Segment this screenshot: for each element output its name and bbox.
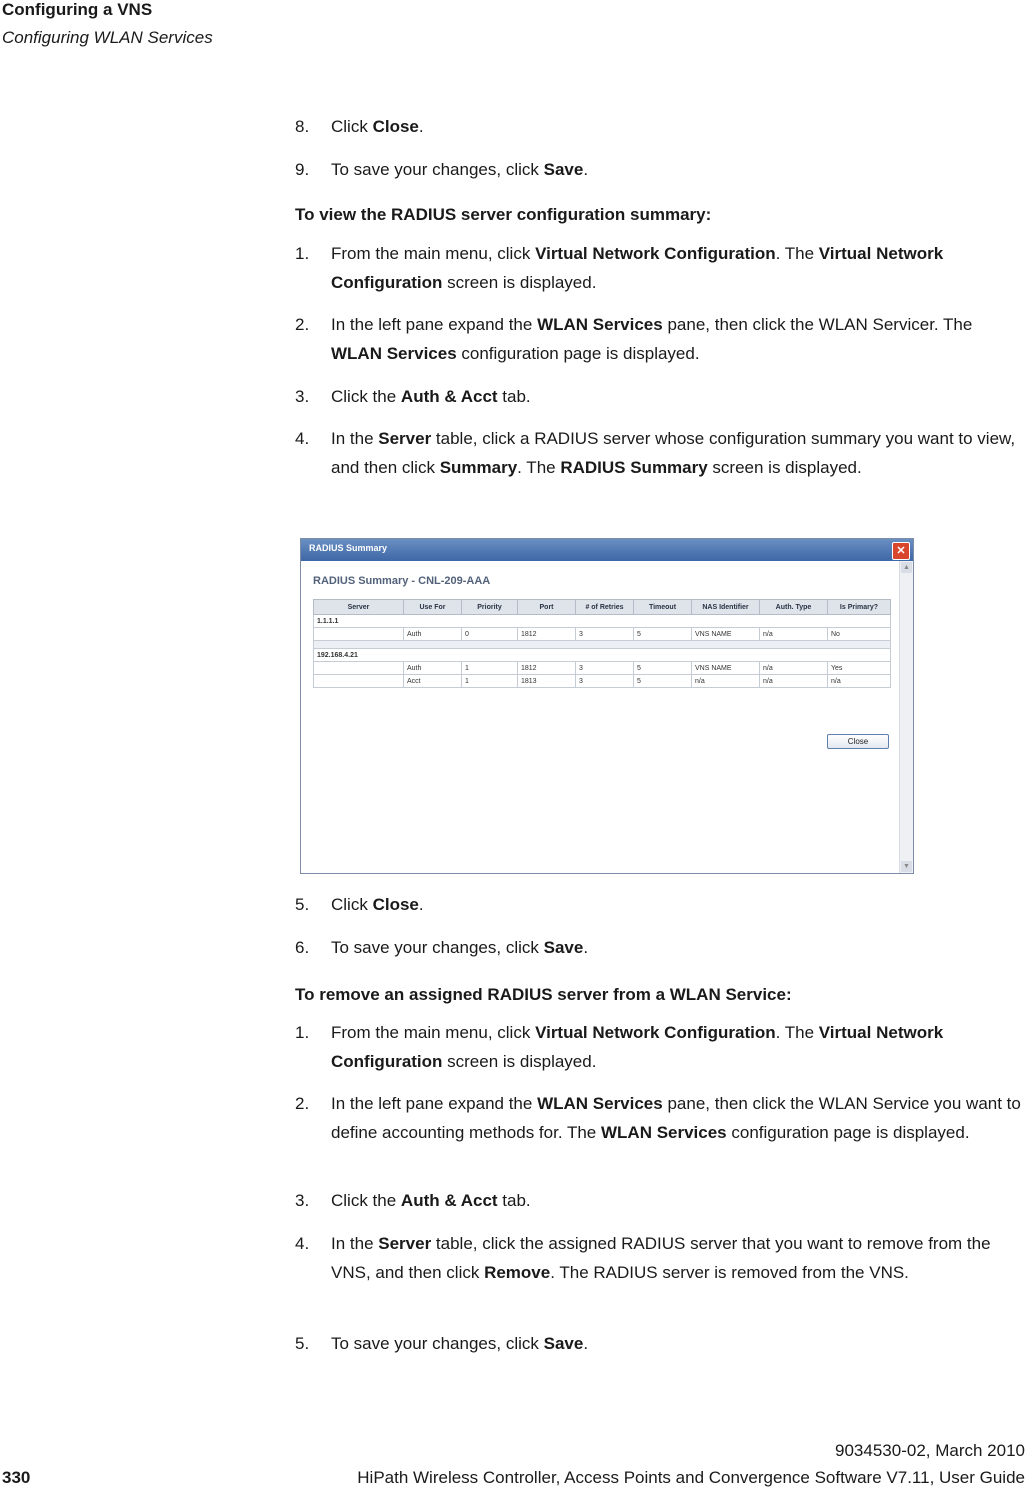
step-item xyxy=(295,1018,1025,1076)
step-number: 3. xyxy=(295,387,310,406)
ui-term: Close xyxy=(372,117,419,136)
footer-doc-title: HiPath Wireless Controller, Access Points and Convergence Software V7.11, User Guide xyxy=(357,1468,1025,1487)
step-number: 4. xyxy=(295,429,310,448)
step-text: Click the Auth & Acct tab. xyxy=(331,1191,531,1210)
table-row[interactable] xyxy=(314,628,891,641)
ui-term: Virtual Network Configuration xyxy=(535,1023,776,1042)
table-cell: 1813 xyxy=(518,675,576,688)
footer-doc-id: 9034530-02, March 2010 xyxy=(835,1441,1025,1460)
table-cell: Yes xyxy=(828,662,891,675)
step-number: 1. xyxy=(295,244,310,263)
radius-summary-screenshot xyxy=(300,538,914,874)
scroll-down-icon[interactable]: ▼ xyxy=(901,861,912,872)
table-cell: n/a xyxy=(760,675,828,688)
table-cell: 1 xyxy=(462,675,518,688)
running-header-subtitle: Configuring WLAN Services xyxy=(2,28,213,47)
dialog-title: RADIUS Summary xyxy=(309,543,388,553)
step-text: In the left pane expand the WLAN Services pane, then click the WLAN Service you want to define accounting methods for. The WLAN Services configuration page is displayed. xyxy=(331,1094,1021,1142)
table-column-header[interactable]: Port xyxy=(518,600,576,615)
step-text: In the left pane expand the WLAN Services pane, then click the WLAN Servicer. The WLAN Services configuration page is displayed. xyxy=(331,315,973,363)
table-cell: n/a xyxy=(760,662,828,675)
ui-term: WLAN Services xyxy=(537,315,663,334)
table-cell: 3 xyxy=(576,662,634,675)
ui-term: Virtual Network Configuration xyxy=(331,1023,944,1071)
step-item xyxy=(295,1089,1025,1147)
table-column-header[interactable]: # of Retries xyxy=(576,600,634,615)
table-cell: 1812 xyxy=(518,628,576,641)
vertical-scrollbar[interactable] xyxy=(899,561,913,873)
step-number: 1. xyxy=(295,1023,310,1042)
table-row[interactable] xyxy=(314,675,891,688)
table-column-header[interactable]: Auth. Type xyxy=(760,600,828,615)
dialog-heading: RADIUS Summary - CNL-209-AAA xyxy=(313,575,491,587)
step-item xyxy=(295,382,1025,411)
table-cell: 5 xyxy=(634,628,692,641)
table-cell xyxy=(314,675,404,688)
table-cell: 3 xyxy=(576,628,634,641)
table-cell: Auth xyxy=(404,628,462,641)
table-cell xyxy=(314,628,404,641)
step-text: From the main menu, click Virtual Network Configuration. The Virtual Network Configuration screen is displayed. xyxy=(331,244,944,292)
ui-term: WLAN Services xyxy=(537,1094,663,1113)
group-separator xyxy=(314,641,891,649)
step-number: 4. xyxy=(295,1234,310,1253)
step-text: In the Server table, click a RADIUS server whose configuration summary you want to view, and then click Summary. The RADIUS Summary screen is displayed. xyxy=(331,429,1016,477)
procedure-heading-view: To view the RADIUS server configuration summary: xyxy=(295,205,712,224)
table-cell xyxy=(314,662,404,675)
step-text: To save your changes, click Save. xyxy=(331,938,589,957)
close-icon[interactable]: ✕ xyxy=(892,542,910,560)
ui-term: RADIUS Summary xyxy=(560,458,708,477)
step-number: 3. xyxy=(295,1191,310,1210)
ui-term: Server xyxy=(378,1234,432,1253)
step-item xyxy=(295,155,1025,184)
step-text: Click Close. xyxy=(331,895,424,914)
step-item xyxy=(295,112,1025,141)
step-item xyxy=(295,1329,1025,1358)
step-number: 5. xyxy=(295,1334,310,1353)
ui-term: Save xyxy=(543,160,584,179)
step-text: To save your changes, click Save. xyxy=(331,1334,589,1353)
table-cell: 1812 xyxy=(518,662,576,675)
radius-summary-table xyxy=(313,599,891,688)
table-column-header[interactable]: NAS Identifier xyxy=(692,600,760,615)
table-cell: VNS NAME xyxy=(692,628,760,641)
step-item xyxy=(295,310,1025,368)
step-text: Click Close. xyxy=(331,117,424,136)
table-column-header[interactable]: Priority xyxy=(462,600,518,615)
table-cell: n/a xyxy=(760,628,828,641)
step-text: To save your changes, click Save. xyxy=(331,160,589,179)
table-column-header[interactable]: Is Primary? xyxy=(828,600,891,615)
step-text: In the Server table, click the assigned RADIUS server that you want to remove from the VNS, and then click Remove. The RADIUS server is removed from the VNS. xyxy=(331,1234,991,1282)
table-cell: 3 xyxy=(576,675,634,688)
table-column-header[interactable]: Timeout xyxy=(634,600,692,615)
table-column-header[interactable]: Server xyxy=(314,600,404,615)
step-number: 6. xyxy=(295,938,310,957)
step-number: 5. xyxy=(295,895,310,914)
ui-term: Server xyxy=(378,429,432,448)
step-item xyxy=(295,890,1025,919)
step-item xyxy=(295,239,1025,297)
server-group-row[interactable] xyxy=(314,615,891,628)
scroll-up-icon[interactable]: ▲ xyxy=(901,562,912,573)
table-cell: 5 xyxy=(634,662,692,675)
close-button[interactable]: Close xyxy=(827,734,889,749)
table-column-header[interactable]: Use For xyxy=(404,600,462,615)
ui-term: Auth & Acct xyxy=(400,387,498,406)
step-number: 8. xyxy=(295,117,310,136)
table-cell: 0 xyxy=(462,628,518,641)
ui-term: Auth & Acct xyxy=(400,1191,498,1210)
ui-term: Virtual Network Configuration xyxy=(535,244,776,263)
table-row[interactable] xyxy=(314,662,891,675)
ui-term: Save xyxy=(543,1334,584,1353)
ui-term: Save xyxy=(543,938,584,957)
server-address: 192.168.4.21 xyxy=(314,649,891,662)
step-number: 9. xyxy=(295,160,310,179)
table-cell: 1 xyxy=(462,662,518,675)
step-number: 2. xyxy=(295,315,310,334)
step-item xyxy=(295,1229,1025,1287)
table-cell: No xyxy=(828,628,891,641)
step-item xyxy=(295,1186,1025,1215)
step-item xyxy=(295,933,1025,962)
table-cell: Auth xyxy=(404,662,462,675)
ui-term: WLAN Services xyxy=(600,1123,727,1142)
running-header-title: Configuring a VNS xyxy=(2,0,153,19)
dialog-titlebar xyxy=(301,539,913,561)
server-group-row[interactable] xyxy=(314,649,891,662)
table-cell: Acct xyxy=(404,675,462,688)
step-text: Click the Auth & Acct tab. xyxy=(331,387,531,406)
table-cell: 5 xyxy=(634,675,692,688)
ui-term: Close xyxy=(372,895,419,914)
ui-term: WLAN Services xyxy=(331,344,457,363)
step-text: From the main menu, click Virtual Network Configuration. The Virtual Network Configuration screen is displayed. xyxy=(331,1023,944,1071)
footer-page-number: 330 xyxy=(2,1468,31,1487)
server-address: 1.1.1.1 xyxy=(314,615,891,628)
table-cell: n/a xyxy=(828,675,891,688)
ui-term: Summary xyxy=(439,458,518,477)
procedure-heading-remove: To remove an assigned RADIUS server from a WLAN Service: xyxy=(295,985,792,1004)
step-number: 2. xyxy=(295,1094,310,1113)
table-cell: VNS NAME xyxy=(692,662,760,675)
table-cell: n/a xyxy=(692,675,760,688)
step-item xyxy=(295,424,1025,482)
dialog-body xyxy=(301,561,899,873)
ui-term: Virtual Network Configuration xyxy=(331,244,944,292)
ui-term: Remove xyxy=(484,1263,551,1282)
